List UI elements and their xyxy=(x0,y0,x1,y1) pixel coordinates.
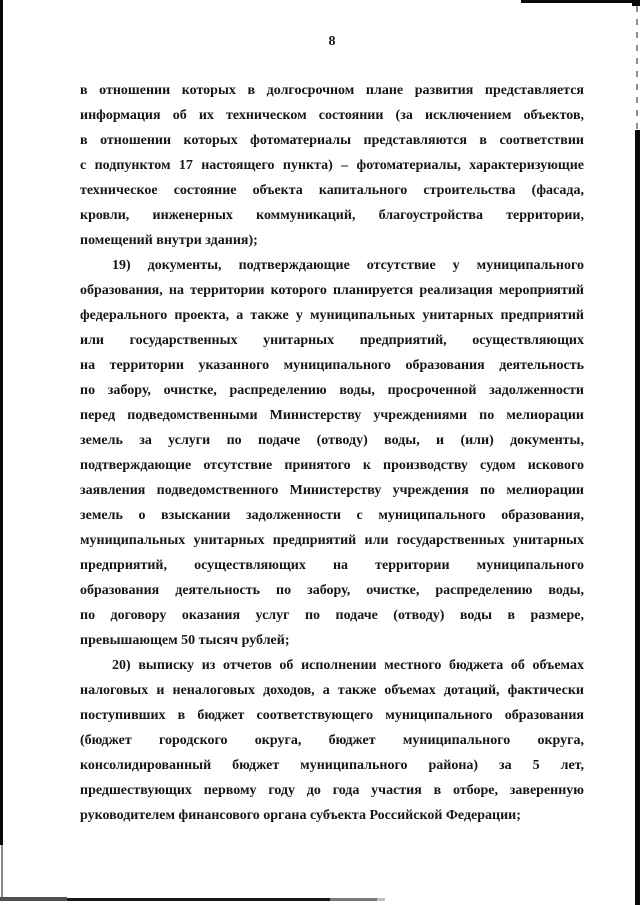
text-line: кровли, инженерных коммуникаций, благоустройства территории, xyxy=(80,208,584,223)
text-line: земель о взыскании задолженности с муниципального образования, xyxy=(80,508,584,523)
scan-artifact-top-edge xyxy=(521,0,640,3)
text-line: по договору оказания услуг по подаче (отводу) воды в размере, xyxy=(80,608,584,623)
text-line: поступивших в бюджет соответствующего муниципального образования xyxy=(80,708,584,723)
text-line: образования, на территории которого планируется реализация мероприятий xyxy=(80,283,584,298)
text-line: федерального проекта, а также у муниципальных унитарных предприятий xyxy=(80,308,584,323)
scan-artifact-bottom-edge xyxy=(330,898,377,901)
text-line: с подпунктом 17 настоящего пункта) – фотоматериалы, характеризующие xyxy=(80,158,584,173)
scan-artifact-left-edge-tail xyxy=(1,845,3,898)
text-line: налоговых и неналоговых доходов, а также объемах дотаций, фактически xyxy=(80,683,584,698)
text-line: подтверждающие отсутствие принятого к производству судом искового xyxy=(80,458,584,473)
text-line: превышающем 50 тысяч рублей; xyxy=(80,633,290,648)
text-line: образования деятельность по забору, очистке, распределению воды, xyxy=(80,583,584,598)
text-line: в отношении которых в долгосрочном плане развития представляется xyxy=(80,83,584,98)
text-line: перед подведомственными Министерству учреждениями по мелиорации xyxy=(80,408,584,423)
scan-artifact-bottom-edge xyxy=(377,898,385,901)
text-line: 19) документы, подтверждающие отсутствие у муниципального xyxy=(112,258,584,273)
text-line: по забору, очистке, распределению воды, просроченной задолженности xyxy=(80,383,584,398)
text-line: или государственных унитарных предприятий, осуществляющих xyxy=(80,333,584,348)
text-line: заявления подведомственного Министерству учреждения по мелиорации xyxy=(80,483,584,498)
text-line: 20) выписку из отчетов об исполнении местного бюджета об объемах xyxy=(112,658,584,673)
scan-artifact-right-edge xyxy=(635,130,640,905)
text-line: помещений внутри здания); xyxy=(80,233,258,248)
text-line: техническое состояние объекта капитального строительства (фасада, xyxy=(80,183,584,198)
text-line: информация об их техническом состоянии (за исключением объектов, xyxy=(80,108,584,123)
text-line: предшествующих первому году до года участия в отборе, заверенную xyxy=(80,783,584,798)
text-line: муниципальных унитарных предприятий или государственных унитарных xyxy=(80,533,584,548)
text-line: предприятий, осуществляющих на территории муниципального xyxy=(80,558,584,573)
scan-artifact-left-edge xyxy=(0,0,3,845)
document-text xyxy=(80,78,584,828)
scan-artifact-bottom-edge xyxy=(0,897,67,901)
scan-artifact-bottom-edge xyxy=(67,898,330,901)
page-number: 8 xyxy=(328,34,336,49)
text-line: (бюджет городского округа, бюджет муниципального округа, xyxy=(80,733,584,748)
scan-artifact-right-edge-dashes xyxy=(636,6,638,130)
text-line: консолидированный бюджет муниципального района) за 5 лет, xyxy=(80,758,584,773)
text-line: в отношении которых фотоматериалы представляются в соответствии xyxy=(80,133,584,148)
text-line: на территории указанного муниципального образования деятельность xyxy=(80,358,584,373)
text-line: земель за услуги по подаче (отводу) воды, и (или) документы, xyxy=(80,433,584,448)
text-line: руководителем финансового органа субъекта Российской Федерации; xyxy=(80,808,521,823)
